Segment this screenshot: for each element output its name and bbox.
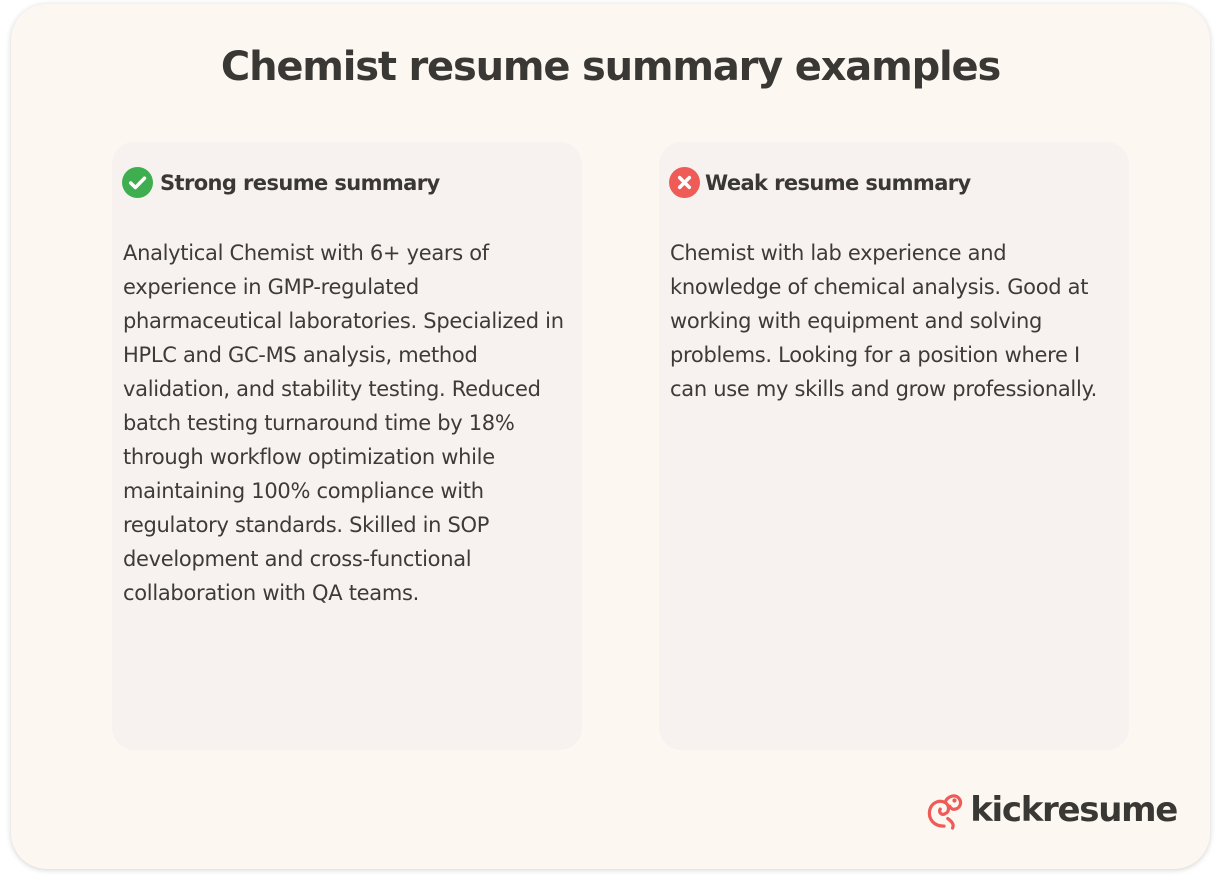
brand-name: kickresume — [970, 790, 1177, 830]
weak-summary-text: Chemist with lab experience and knowledge of chemical analysis. Good at working with equipment and solving problems. Looking for a position where I can use my skills and grow professionally. — [670, 241, 1097, 401]
strong-summary-heading: Strong resume summary — [160, 170, 440, 195]
strong-summary-header — [122, 167, 440, 198]
weak-summary-heading: Weak resume summary — [705, 170, 971, 195]
weak-summary-panel — [659, 142, 1129, 750]
strong-summary-text: Analytical Chemist with 6+ years of experience in GMP-regulated pharmaceutical laboratories. Specialized in HPLC and GC-MS analysis, method validation, and stability testing. Reduced batch testing turnaround time by 18% through workflow optimization while maintaining 100% compliance with regulatory standards. Skilled in SOP development and cross-functional collaboration with QA teams. — [123, 241, 564, 605]
x-circle-icon — [669, 167, 700, 198]
strong-summary-panel — [112, 142, 582, 750]
check-circle-icon — [122, 167, 153, 198]
page-title: Chemist resume summary examples — [220, 44, 1001, 90]
weak-summary-header — [669, 167, 971, 198]
chameleon-logo-icon — [925, 790, 963, 830]
brand-logo — [925, 790, 1177, 830]
summary-card — [11, 4, 1210, 869]
